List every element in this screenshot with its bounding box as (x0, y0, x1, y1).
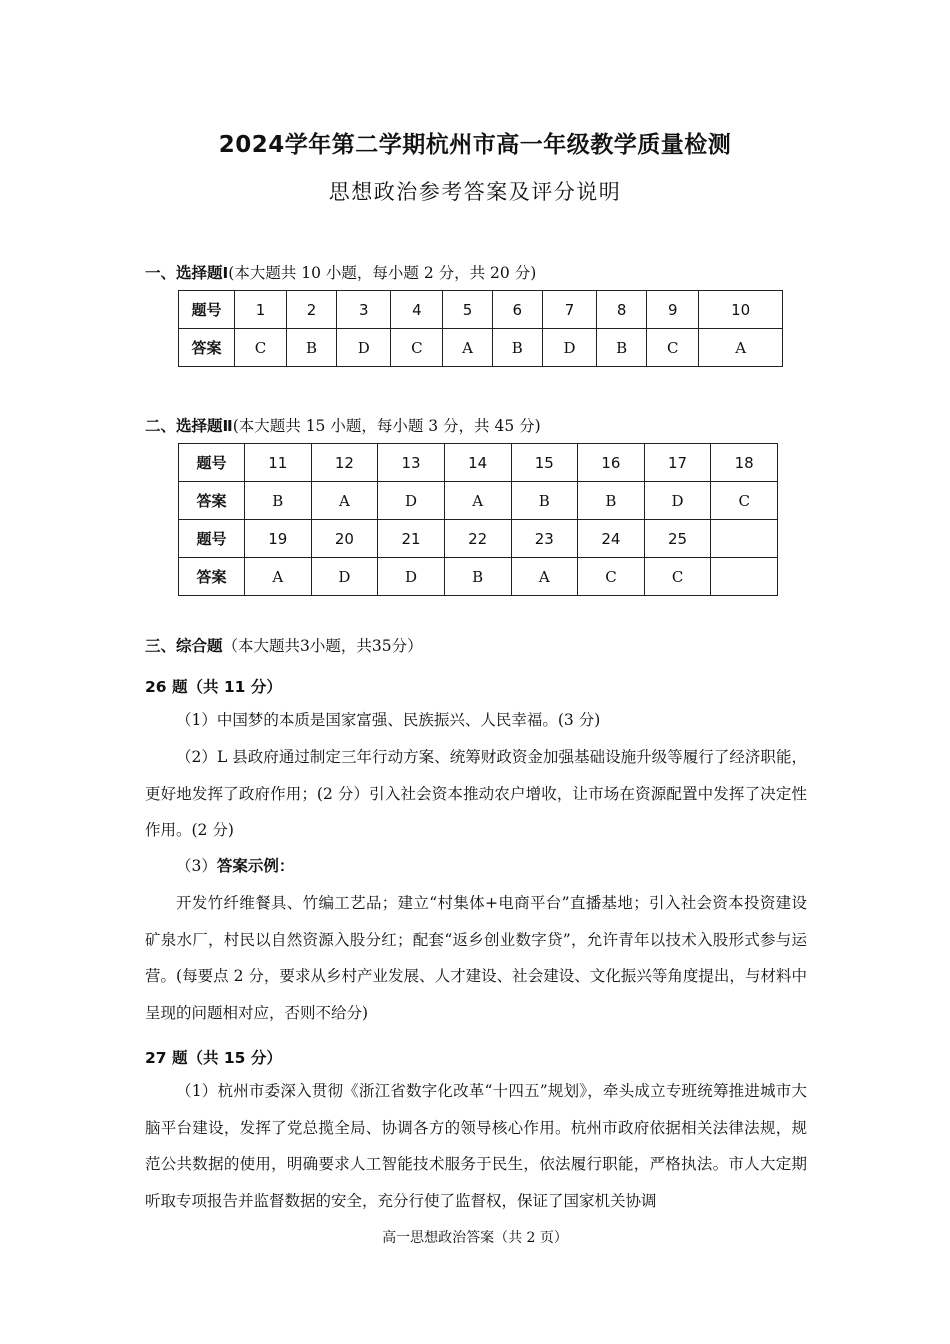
q26-answer-example: 开发竹纤维餐具、竹编工艺品；建立“村集体+电商平台”直播基地；引入社会资本投资建设矿泉水厂，村民以自然资源入股分红；配套“返乡创业数字贷”，允许青年以技术入股形式参与运营。(每要点 2 分，要求从乡村产业发展、人才建设、社会建设、文化振兴等角度提出，与材料中呈现的问题相对应，否则不给分) (145, 894, 807, 1022)
q26-answer-1: （1）中国梦的本质是国家富强、民族振兴、人民幸福。(3 分) (176, 711, 601, 729)
row-label-question: 题号 (179, 291, 235, 329)
answer-cell: C (647, 329, 699, 367)
question-number: 11 (245, 444, 312, 482)
answer-cell: A (245, 558, 312, 596)
answer-cell: C (235, 329, 287, 367)
section3-desc: （本大题共3小题，共35分） (222, 637, 423, 655)
q27-answer-1: （1）杭州市委深入贯彻《浙江省数字化改革“十四五”规划》，牵头成立专班统筹推进城市大脑平台建设，发挥了党总揽全局、协调各方的领导核心作用。杭州市政府依据相关法律法规，规范公共数据的使用，明确要求人工智能技术服务于民生，依法履行职能，严格执法。市人大定期听取专项报告并监督数据的安全，充分行使了监督权，保证了国家机关协调 (145, 1082, 807, 1210)
question-number: 5 (443, 291, 492, 329)
question-number: 18 (711, 444, 778, 482)
answer-cell: B (287, 329, 337, 367)
q26-heading: 26 题（共 11 分） (145, 678, 282, 696)
question-number: 22 (444, 520, 511, 558)
question-number: 6 (492, 291, 542, 329)
section2-desc: (本大题共 15 小题，每小题 3 分，共 45 分) (232, 417, 541, 435)
section2-heading-line (145, 414, 541, 436)
answer-cell: B (597, 329, 647, 367)
q26-answer-2: （2）L 县政府通过制定三年行动方案、统筹财政资金加强基础设施升级等履行了经济职能，更好地发挥了政府作用；(2 分）引入社会资本推动农户增收，让市场在资源配置中发挥了决定性作用。(2 分) (145, 748, 807, 839)
row-label-question: 题号 (179, 444, 245, 482)
answer-cell: B (245, 482, 312, 520)
answer-cell: B (444, 558, 511, 596)
question-number: 12 (311, 444, 378, 482)
question-number (711, 520, 778, 558)
answer-cell: D (644, 482, 711, 520)
answer-table-1 (178, 290, 783, 367)
question-number: 2 (287, 291, 337, 329)
row-label-answer: 答案 (179, 482, 245, 520)
answer-cell: D (378, 558, 445, 596)
question-number: 16 (578, 444, 645, 482)
answer-cell: A (444, 482, 511, 520)
question-number: 9 (647, 291, 699, 329)
answer-cell: C (391, 329, 443, 367)
question-number: 3 (337, 291, 391, 329)
answer-cell: B (511, 482, 578, 520)
question-number: 19 (245, 520, 312, 558)
answer-cell: A (443, 329, 492, 367)
q26-answer-3-label: 答案示例： (216, 857, 295, 875)
table-row (179, 558, 778, 596)
page-subtitle: 思想政治参考答案及评分说明 (328, 180, 622, 204)
question-number: 25 (644, 520, 711, 558)
q26-answer-3-prefix: （3） (176, 857, 217, 875)
answer-cell: D (337, 329, 391, 367)
answer-table-2 (178, 443, 778, 596)
answer-cell: A (511, 558, 578, 596)
answer-cell: B (578, 482, 645, 520)
section3-heading: 三、综合题 (145, 637, 223, 655)
question-number: 21 (378, 520, 445, 558)
answer-cell: D (378, 482, 445, 520)
section1-desc: (本大题共 10 小题，每小题 2 分，共 20 分) (228, 264, 537, 282)
question-number: 14 (444, 444, 511, 482)
page-title: 2024学年第二学期杭州市高一年级教学质量检测 (218, 132, 732, 158)
question-number: 17 (644, 444, 711, 482)
question-number: 24 (578, 520, 645, 558)
answer-cell: A (699, 329, 783, 367)
table-row (179, 329, 783, 367)
answer-cell: D (311, 558, 378, 596)
row-label-question: 题号 (179, 520, 245, 558)
q26-answer-3-line (145, 848, 807, 885)
answer-cell (711, 558, 778, 596)
question-number: 10 (699, 291, 783, 329)
question-number: 20 (311, 520, 378, 558)
question-number: 23 (511, 520, 578, 558)
question-number: 1 (235, 291, 287, 329)
table-row (179, 444, 778, 482)
q27-heading: 27 题（共 15 分） (145, 1049, 282, 1067)
row-label-answer: 答案 (179, 329, 235, 367)
section1-heading: 一、选择题Ⅰ (145, 264, 229, 282)
answer-cell: C (578, 558, 645, 596)
table-row (179, 520, 778, 558)
question-number: 13 (378, 444, 445, 482)
answer-cell: C (644, 558, 711, 596)
question-number: 8 (597, 291, 647, 329)
answer-cell: B (492, 329, 542, 367)
answer-cell: D (542, 329, 596, 367)
row-label-answer: 答案 (179, 558, 245, 596)
table-row (179, 482, 778, 520)
table-row (179, 291, 783, 329)
section3-heading-line (145, 634, 423, 656)
question-number: 4 (391, 291, 443, 329)
section2-heading: 二、选择题Ⅱ (145, 417, 233, 435)
question-number: 7 (542, 291, 596, 329)
section1-heading-line (145, 261, 536, 283)
page-footer: 高一思想政治答案（共 2 页） (382, 1230, 568, 1246)
answer-cell: A (311, 482, 378, 520)
question-number: 15 (511, 444, 578, 482)
answer-cell: C (711, 482, 778, 520)
